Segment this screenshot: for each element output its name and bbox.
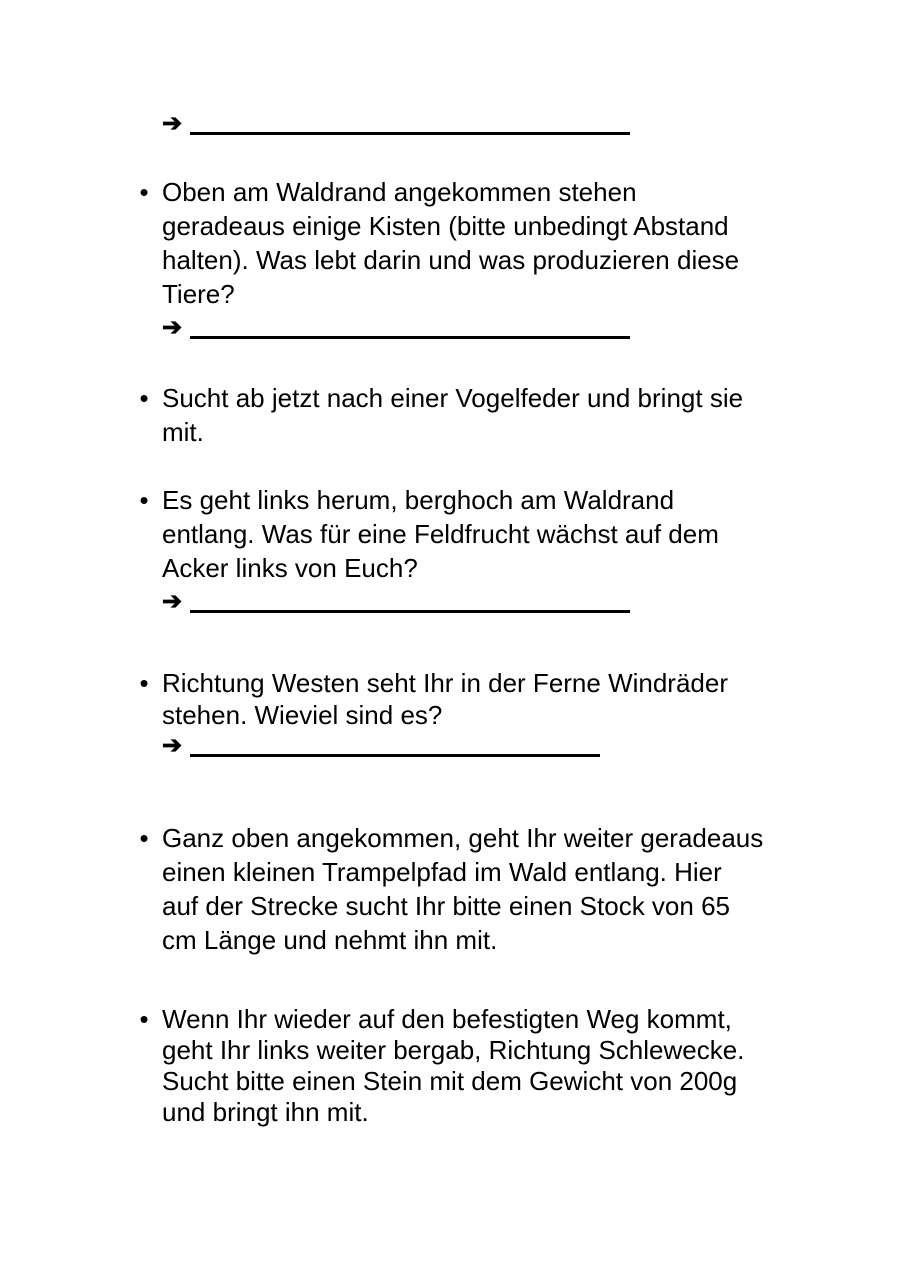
answer-line-2[interactable] bbox=[162, 585, 630, 619]
item-text: entlang. Was für eine Feldfrucht wächst auf dem bbox=[162, 519, 719, 549]
answer-blank[interactable] bbox=[190, 610, 630, 613]
list-item bbox=[134, 1004, 834, 1128]
answer-line-0[interactable] bbox=[162, 107, 630, 141]
answer-blank[interactable] bbox=[190, 754, 600, 757]
item-text: Acker links von Euch? bbox=[162, 553, 418, 583]
item-text: Wenn Ihr wieder auf den befestigten Weg kommt, bbox=[162, 1004, 732, 1034]
list-item bbox=[134, 381, 834, 449]
list-item bbox=[134, 175, 834, 311]
item-text: Sucht bitte einen Stein mit dem Gewicht von 200g bbox=[162, 1066, 738, 1096]
arrow-icon: ➔ bbox=[162, 314, 183, 341]
arrow-icon: ➔ bbox=[162, 732, 183, 759]
answer-blank[interactable] bbox=[190, 336, 630, 339]
bullet-icon: • bbox=[139, 485, 149, 515]
item-text: und bringt ihn mit. bbox=[162, 1097, 369, 1127]
arrow-icon: ➔ bbox=[162, 588, 183, 615]
answer-line-1[interactable] bbox=[162, 311, 630, 345]
item-text: Richtung Westen seht Ihr in der Ferne Windräder bbox=[162, 668, 729, 698]
list-item bbox=[134, 821, 834, 957]
item-text: Sucht ab jetzt nach einer Vogelfeder und bringt sie bbox=[162, 383, 744, 413]
bullet-icon: • bbox=[139, 383, 149, 413]
item-text: geradeaus einige Kisten (bitte unbedingt Abstand bbox=[162, 211, 729, 241]
item-text: Oben am Waldrand angekommen stehen bbox=[162, 177, 637, 207]
item-text: stehen. Wieviel sind es? bbox=[162, 700, 443, 730]
bullet-icon: • bbox=[139, 1004, 149, 1034]
item-text: Ganz oben angekommen, geht Ihr weiter geradeaus bbox=[162, 823, 764, 853]
bullet-icon: • bbox=[139, 668, 149, 698]
item-text: halten). Was lebt darin und was produzieren diese bbox=[162, 245, 740, 275]
item-text: auf der Strecke sucht Ihr bitte einen Stock von 65 bbox=[162, 891, 730, 921]
list-item bbox=[134, 667, 834, 731]
item-text: einen kleinen Trampelpfad im Wald entlang. Hier bbox=[162, 857, 722, 887]
item-text: Es geht links herum, berghoch am Waldrand bbox=[162, 485, 675, 515]
bullet-icon: • bbox=[139, 177, 149, 207]
arrow-icon: ➔ bbox=[162, 110, 183, 137]
item-text: geht Ihr links weiter bergab, Richtung Schlewecke. bbox=[162, 1035, 745, 1065]
answer-line-3[interactable] bbox=[162, 729, 600, 763]
bullet-icon: • bbox=[139, 823, 149, 853]
list-item bbox=[134, 483, 834, 585]
item-text: mit. bbox=[162, 417, 204, 447]
item-text: cm Länge und nehmt ihn mit. bbox=[162, 925, 498, 955]
item-text: Tiere? bbox=[162, 279, 235, 309]
answer-blank[interactable] bbox=[190, 132, 630, 135]
